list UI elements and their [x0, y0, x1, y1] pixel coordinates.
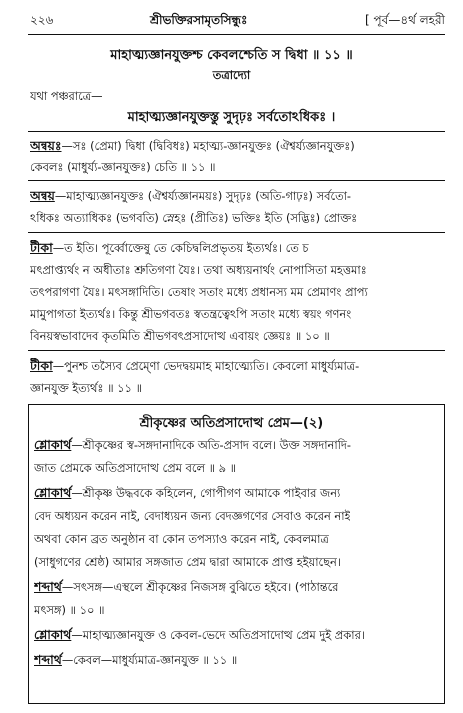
- tika2-line-1: টীকা—পুনশ্চ তস্যৈব প্রেম্ণো ভেদদ্বয়মাহ মাহাত্ম্যেতি। কেবলো মাধুর্য্যমাত্র-: [30, 358, 360, 373]
- pancharatra-line: যথা পঞ্চরাত্রে—: [30, 89, 103, 103]
- divider-rule: [28, 350, 445, 351]
- shabdartha2-label: শব্দার্থ: [34, 652, 62, 667]
- tika2-label: টীকা: [30, 358, 53, 373]
- book-title: শ্রীভক্তিরসামৃতসিন্ধুঃ: [150, 13, 248, 27]
- page-number: ২২৬: [30, 13, 54, 27]
- tika1-line-2: মৎপ্রাপ্ত্যর্থং ন অধীতাঃ শ্রুতিগণা যৈঃ। তথা অধ্যয়নার্থং নোপাসিতা মহত্তমাঃ: [30, 263, 367, 277]
- divider-rule: [28, 131, 445, 132]
- tatradyo-line: তত্রাদ্যো: [212, 68, 251, 82]
- sloka2-line-2: বেদ অধ্যয়ন করেন নাই, বেদাধ্যয়ন জন্য বেদজ্ঞগণের সেবাও করেন নাই: [34, 509, 351, 523]
- anvaya1-line-1: অন্বয়ঃ—সঃ (প্রেমা) দ্বিধা (দ্বিবিধঃ) মহাত্ম্য-জ্ঞানযুক্তঃ (ঐশ্বর্য্যজ্ঞানযুক্তঃ): [30, 138, 355, 153]
- tika1-line-3: তৎপরাগণা যৈঃ। মৎসঙ্গাদিতি। তেষাং সতাং মধ্যে প্রধানস্য মম প্রেমাণং প্রাপ্য: [30, 285, 368, 299]
- sloka2-line-3: অথবা কোন ব্রত অনুষ্ঠান বা কোন তপস্যাও করেন নাই, কেবলমাত্র: [34, 532, 329, 546]
- divider-rule: [28, 180, 445, 181]
- anvaya2-line-2: ঽধিকঃ অত্যাধিকঃ (ভগবতি) স্নেহঃ (প্রীতিঃ) ভক্তিঃ ইতি (সদ্ভিঃ) প্রোক্তঃ: [30, 211, 358, 225]
- header-rule: [28, 34, 445, 35]
- shabdartha1-line-2: মৎসঙ্গ) ॥ ১০ ॥: [34, 603, 105, 617]
- section-title: শ্রীকৃষ্ণের অতিপ্রসাদোত্থ প্রেম—(২): [139, 416, 324, 431]
- shabdartha1-label: শব্দার্থ: [34, 579, 62, 594]
- anvaya1-label: অন্বয়ঃ: [30, 138, 62, 153]
- tika2-line-2: জ্ঞানযুক্ত ইত্যর্থঃ ॥ ১১ ॥: [30, 381, 143, 395]
- anvaya1-line-2: কেবলঃ (মাধুর্য্য-জ্ঞানযুক্তঃ) চেতি ॥ ১১ ॥: [30, 160, 216, 174]
- section-label: [ পূর্ব—৪র্থ লহরী: [365, 13, 445, 27]
- running-header: [30, 12, 445, 30]
- sloka2-label: শ্লোকার্থ: [34, 485, 72, 500]
- sloka1-line-1: শ্লোকার্থ—শ্রীকৃষ্ণের স্ব-সঙ্গদানাদিকে অতি-প্রসাদ বলে। উক্ত সঙ্গদানাদি-: [34, 437, 352, 452]
- tika1-line-5: বিনয়স্বভাবাদেব কৃতমিতি শ্রীভগবৎপ্রসাদোত্থ এবায়ং জ্ঞেয়ঃ ॥ ১০ ॥: [30, 329, 330, 343]
- sloka2-line-1: শ্লোকার্থ—শ্রীকৃষ্ণ উদ্ধবকে কহিলেন, গোপীগণ আমাকে পাইবার জন্য: [34, 485, 341, 500]
- anvaya2-line-1: অন্বয়—মাহাত্ম্যজ্ঞানযুক্তঃ (ঐশ্বর্য্যজ্ঞানময়ঃ) সুদৃঢ়ঃ (অতি-গাঢ়ঃ) সর্বতো-: [30, 188, 352, 203]
- sloka3-line-1: শ্লোকার্থ—মাহাত্ম্যজ্ঞানযুক্ত ও কেবল-ভেদে অতিপ্রসাদোত্থ প্রেম দুই প্রকার।: [34, 627, 365, 642]
- sloka2-line-4: (সাধুগণের শ্রেষ্ঠ) আমার সঙ্গজাত প্রেম দ্বারা আমাকে প্রাপ্ত হইয়াছেন।: [34, 555, 341, 569]
- tika1-line-4: মামুপাগতা ইত্যর্থঃ। কিন্তু শ্রীভগবতঃ স্বতন্ত্রত্বেঽপি সতাং মধ্যে স্বয়ং গণনং: [30, 307, 352, 321]
- shabdartha2-line-1: শব্দার্থ—কেবল—মাধুর্য্যমাত্র-জ্ঞানযুক্ত ॥ ১১ ॥: [34, 652, 238, 667]
- sloka3-label: শ্লোকার্থ: [34, 627, 72, 642]
- quote-line: মাহাত্ম্যজ্ঞানযুক্তস্তু সুদৃঢ়ঃ সর্বতোঽধিকঃ ।: [127, 110, 336, 125]
- anvaya2-label: অন্বয়: [30, 188, 55, 203]
- tika1-line-1: টীকা—ত ইতি। পূর্ব্বোক্তেষু তে কেচিদ্বলিপ্রভৃতয় ইত্যর্থঃ। তে চ: [30, 240, 309, 255]
- divider-rule: [28, 232, 445, 233]
- shabdartha1-line-1: শব্দার্থ—সৎসঙ্গ—এস্থলে শ্রীকৃষ্ণের নিজসঙ্গ বুঝিতে হইবে। (পাঠান্তরে: [34, 579, 339, 594]
- sloka1-label: শ্লোকার্থ: [34, 437, 72, 452]
- verse-line: মাহাত্ম্যজ্ঞানযুক্তশ্চ কেবলশ্চেতি স দ্বিধা ॥ ১১ ॥: [110, 48, 353, 63]
- tika1-label: টীকা: [30, 240, 53, 255]
- sloka1-line-2: জাত প্রেমকে অতিপ্রসাদোত্থ প্রেম বলে ॥ ৯ ॥: [34, 461, 237, 475]
